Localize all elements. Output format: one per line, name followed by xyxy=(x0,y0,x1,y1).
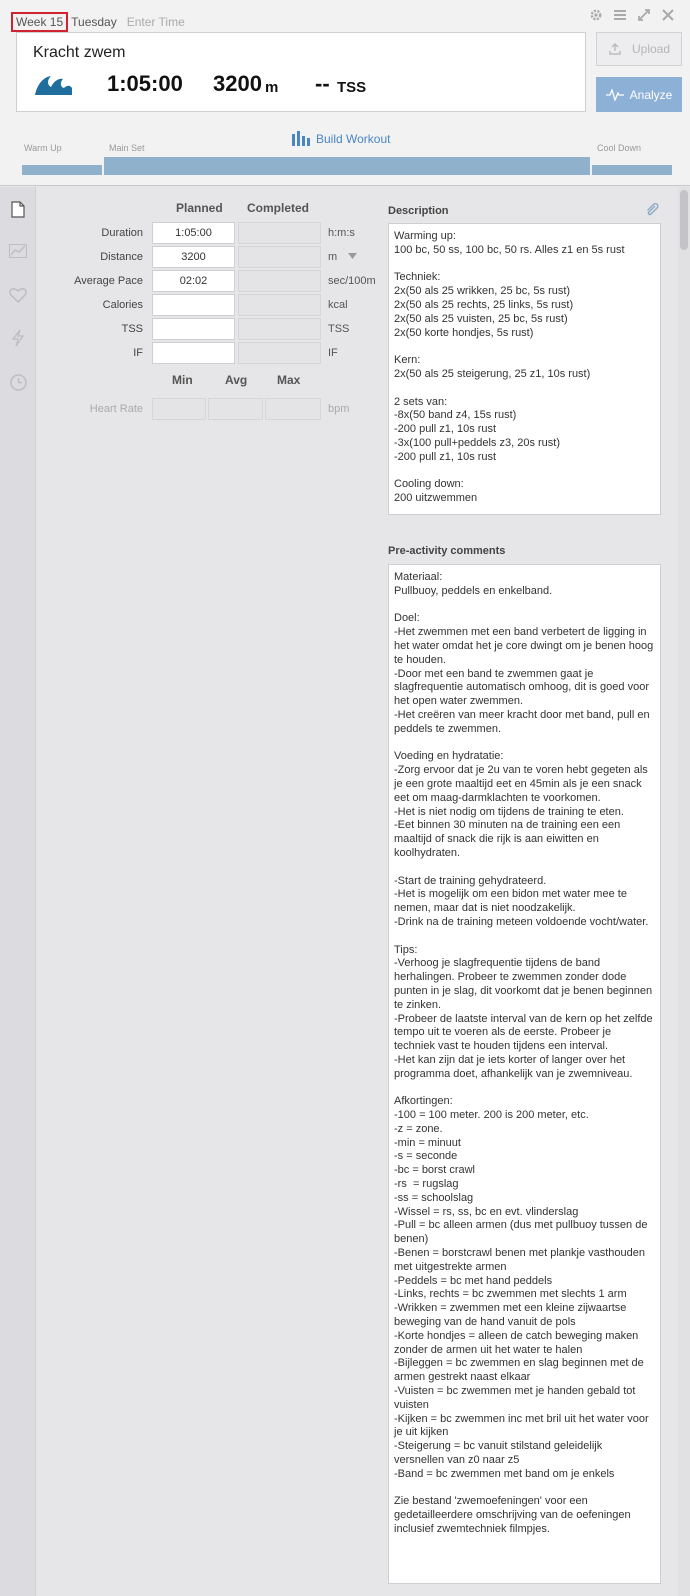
close-icon[interactable] xyxy=(660,8,676,26)
heart-icon[interactable] xyxy=(8,285,28,305)
distance-label: Distance xyxy=(100,251,143,263)
main-set-bar[interactable] xyxy=(104,157,590,175)
phase-main-set-label: Main Set xyxy=(109,143,145,153)
workout-title[interactable]: Kracht zwem xyxy=(33,44,126,61)
heart-rate-label: Heart Rate xyxy=(89,403,143,415)
if-label: IF xyxy=(133,347,143,359)
duration-completed-input[interactable] xyxy=(238,222,321,244)
day-label[interactable]: Tuesday xyxy=(71,15,117,29)
bar-chart-icon xyxy=(292,131,310,146)
chevron-down-icon xyxy=(348,253,357,260)
if-completed-input[interactable] xyxy=(238,342,321,364)
pace-unit: sec/100m xyxy=(328,275,376,287)
enter-time-field[interactable]: Enter Time xyxy=(126,15,185,29)
average-pace-label: Average Pace xyxy=(74,275,143,287)
planned-duration: 1:05:00 xyxy=(107,71,183,96)
chart-icon[interactable] xyxy=(8,241,28,261)
distance-planned-input[interactable]: 3200 xyxy=(152,246,235,268)
description-title: Description xyxy=(388,205,449,217)
duration-planned-input[interactable]: 1:05:00 xyxy=(152,222,235,244)
upload-label: Upload xyxy=(631,42,671,56)
distance-unit-value: m xyxy=(328,251,338,263)
gear-icon[interactable] xyxy=(588,8,604,26)
pace-completed-input[interactable] xyxy=(238,270,321,292)
if-planned-input[interactable] xyxy=(152,342,235,364)
hr-max-header: Max xyxy=(277,373,301,387)
calories-planned-input[interactable] xyxy=(152,294,235,316)
scrollbar-thumb[interactable] xyxy=(680,190,688,250)
phase-warm-up-label: Warm Up xyxy=(24,143,62,153)
phase-cool-down-label: Cool Down xyxy=(597,143,642,153)
if-unit: IF xyxy=(328,347,338,359)
build-workout-label: Build Workout xyxy=(316,131,391,146)
pre-activity-textarea[interactable]: Materiaal: Pullbuoy, peddels en enkelband. Doel: -Het zwemmen met een band verbetert de ligging in het water omdat het je core dwingt om je benen hoog te houden. -Door met een band te zwemmen gaat je slagfrequentie automatisch omhoog, dit is goed voor het open water zwemmen. -Het creëren van meer kracht door met band, pull en peddels te zwemmen. Voeding en hydratatie: -Zorg ervoor dat je 2u van te voren hebt gegeten als je een grote maaltijd eet en 45min als je een snack eet om maag-darmklachten te voorkomen. -Het is niet nodig om tijdens de training te eten. -Eet binnen 30 minuten na de training een een maaltijd of snack die rijk is aan eiwitten en koolhydraten. -Start de training gehydrateerd. -Het is mogelijk om een bidon met water mee te nemen, maar dat is niet noodzakelijk. -Drink na de training meteen voldoende vocht/water. Tips: -Verhoog je slagfrequentie tijdens de band herhalingen. Probeer te zwemmen zonder dode punten in je slag, dit voorkomt dat je benen beginnen te zinken. -Probeer de laatste interval van de kern op het zelfde tempo uit te voeren als de eerste. Probeer je techniek vast te houden tijdens een interval. -Het kan zijn dat je iets korter of langer over het programma doet, afhankelijk van je zwemniveau. Afkortingen: -100 = 100 meter. 200 is 200 meter, etc. -z = zone. -min = minuut -s = seconde -bc = borst crawl -rs = rugslag -ss = schoolslag -Wissel = rs, ss, bc en evt. vlinderslag -Pull = bc alleen armen (dus met pullbuoy tussen de benen) -Benen = borstcrawl benen met plankje vasthouden met uitgestrekte armen -Peddels = bc met hand peddels -Links, rechts = bc zwemmen met slechts 1 arm -Wrikken = zwemmen met een kleine zijwaartse beweging van de hand vanuit de pols -Korte hondjes = alleen de catch beweging maken zonder de armen uit het water te halen -Bijleggen = bc zwemmen en slag beginnen met de armen gestrekt naast elkaar -Vuisten = bc zwemmen met je handen gebald tot vuisten -Kijken = bc zwemmen inc met bril uit het water voor je uit kijken -Steigerung = bc vanuit stilstand geleidelijk versnellen van z0 naar z5 -Band = bc zwemmen met band om je enkels Zie bestand 'zwemoefeningen' voor een gedetailleerdere omschrijving van de oefeningen inclusief zwemtechniek filmpjes. xyxy=(388,564,661,1584)
pre-activity-title: Pre-activity comments xyxy=(388,545,506,557)
paperclip-icon[interactable] xyxy=(645,202,659,218)
distance-completed-input[interactable] xyxy=(238,246,321,268)
scrollbar-track[interactable] xyxy=(678,187,690,1596)
duration-unit: h:m:s xyxy=(328,227,355,239)
planned-tss: -- xyxy=(315,71,330,96)
date-row xyxy=(11,12,185,32)
hr-max-input[interactable] xyxy=(265,398,321,420)
window-controls xyxy=(588,8,676,26)
warm-up-bar[interactable] xyxy=(22,165,102,175)
side-rail xyxy=(0,187,36,1596)
upload-button[interactable] xyxy=(596,32,682,66)
completed-header: Completed xyxy=(247,201,310,215)
tss-unit: TSS xyxy=(337,79,367,96)
lightning-icon[interactable] xyxy=(8,328,28,348)
pulse-icon xyxy=(606,89,624,101)
expand-icon[interactable] xyxy=(636,8,652,26)
analyze-button[interactable] xyxy=(596,77,682,112)
cool-down-bar[interactable] xyxy=(592,165,672,175)
upload-icon xyxy=(608,42,622,56)
tss-unit-label: TSS xyxy=(328,323,350,335)
planned-distance: 3200 xyxy=(213,71,262,96)
hr-avg-input[interactable] xyxy=(208,398,263,420)
calories-completed-input[interactable] xyxy=(238,294,321,316)
hr-avg-header: Avg xyxy=(225,373,248,387)
tss-completed-input[interactable] xyxy=(238,318,321,340)
build-workout-link[interactable] xyxy=(292,131,390,146)
duration-label: Duration xyxy=(101,227,143,239)
distance-unit: m xyxy=(265,79,279,96)
calories-unit: kcal xyxy=(328,299,348,311)
description-textarea[interactable]: Warming up: 100 bc, 50 ss, 100 bc, 50 rs. Alles z1 en 5s rust Techniek: 2x(50 als 25 wrikken, 25 bc, 5s rust) 2x(50 als 25 rechts, 25 links, 5s rust) 2x(50 als 25 vuisten, 25 bc, 5s rust) 2x(50 korte hondjes, 5s rust) Kern: 2x(50 als 25 steigerung, 25 z1, 10s rust) 2 sets van: -8x(50 band z4, 15s rust) -200 pull z1, 10s rust -3x(100 pull+peddels z3, 20s rust) -200 pull z1, 10s rust Cooling down: 200 uitzwemmen xyxy=(388,223,661,515)
planned-header: Planned xyxy=(176,201,223,215)
menu-icon[interactable] xyxy=(612,8,628,26)
analyze-label: Analyze xyxy=(629,87,673,102)
tss-planned-input[interactable] xyxy=(152,318,235,340)
calories-label: Calories xyxy=(102,299,143,311)
hr-unit: bpm xyxy=(328,403,350,415)
workout-summary-card xyxy=(16,32,586,112)
hr-min-header: Min xyxy=(172,373,193,387)
clock-icon[interactable] xyxy=(8,372,28,392)
document-icon[interactable] xyxy=(8,199,28,219)
distance-unit-select[interactable] xyxy=(328,251,357,263)
week-label[interactable]: Week 15 xyxy=(11,12,68,32)
workout-header xyxy=(0,0,690,186)
pace-planned-input[interactable]: 02:02 xyxy=(152,270,235,292)
hr-min-input[interactable] xyxy=(152,398,206,420)
tss-label: TSS xyxy=(121,323,143,335)
swim-icon xyxy=(33,71,73,97)
